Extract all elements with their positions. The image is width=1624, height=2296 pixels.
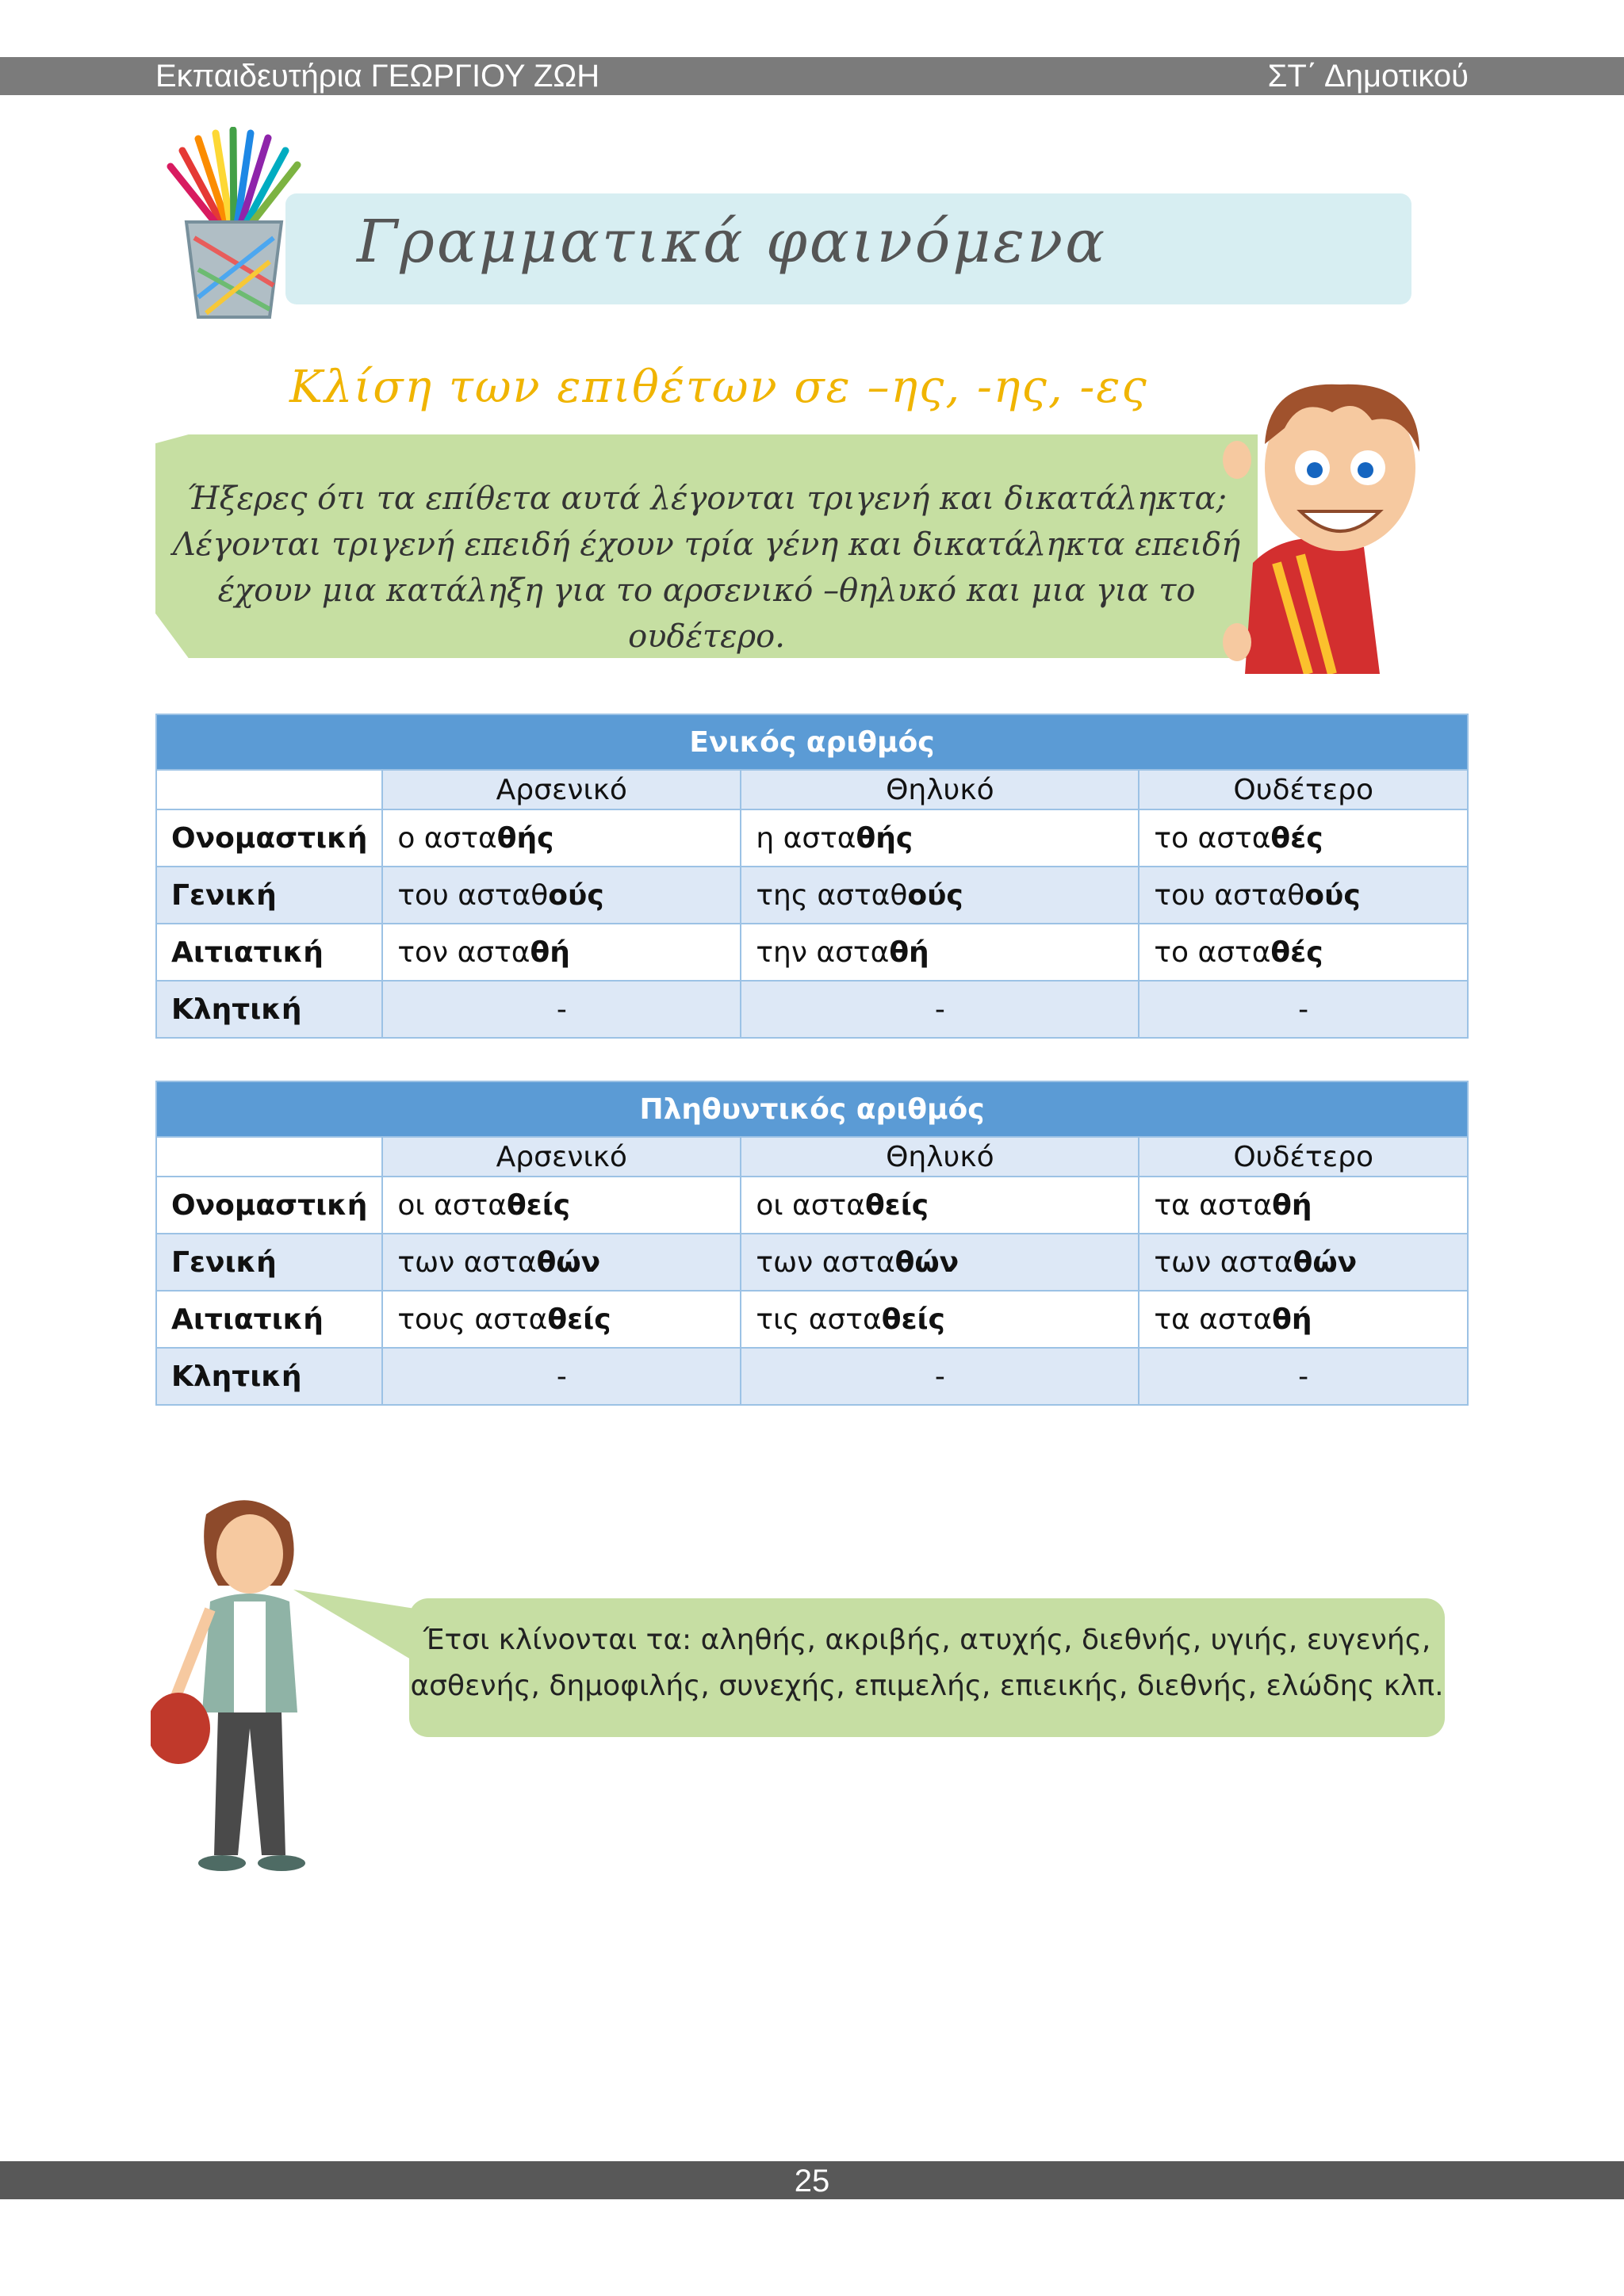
table-cell: τα ασταθή (1139, 1291, 1468, 1348)
table-row (156, 867, 1468, 924)
girl-character-icon (151, 1490, 349, 1879)
case-label: Γενική (156, 1234, 382, 1291)
table-cell: των ασταθών (382, 1234, 741, 1291)
case-label: Κλητική (156, 1348, 382, 1405)
callout-line: Ήξερες ότι τα επίθετα αυτά λέγονται τριγενή και δικατάληκτα; (186, 480, 1227, 517)
table-cell: του ασταθούς (1139, 867, 1468, 924)
table-row (156, 981, 1468, 1038)
header-cell-empty (156, 1137, 382, 1177)
plural-declension-table (155, 1081, 1469, 1406)
column-header: Αρσενικό (382, 1137, 741, 1177)
page-footer (0, 2161, 1624, 2199)
table-cell: τα ασταθή (1139, 1177, 1468, 1234)
table-cell: των ασταθών (741, 1234, 1139, 1291)
column-header: Θηλυκό (741, 1137, 1139, 1177)
lesson-subtitle: Κλίση των επιθέτων σε –ης, -ης, -ες (289, 362, 1148, 413)
table-cell: - (382, 981, 741, 1038)
case-label: Ονομαστική (156, 809, 382, 867)
table-row (156, 809, 1468, 867)
table-cell: την ασταθή (741, 924, 1139, 981)
case-label: Αιτιατική (156, 924, 382, 981)
table-cell: οι ασταθείς (741, 1177, 1139, 1234)
pencil-cup-icon (151, 127, 317, 325)
column-header: Θηλυκό (741, 770, 1139, 809)
page-number: 25 (794, 2164, 830, 2198)
column-header: Αρσενικό (382, 770, 741, 809)
table-row (156, 1291, 1468, 1348)
table-cell: η ασταθής (741, 809, 1139, 867)
section-title: Γραμματικά φαινόμενα (357, 208, 1108, 276)
table-cell: το ασταθές (1139, 809, 1468, 867)
table-cell: - (741, 981, 1139, 1038)
table-row (156, 1234, 1468, 1291)
column-header: Ουδέτερο (1139, 770, 1468, 809)
header-cell-empty (156, 770, 382, 809)
table-cell: το ασταθές (1139, 924, 1468, 981)
case-label: Αιτιατική (156, 1291, 382, 1348)
table-caption: Ενικός αριθμός (156, 714, 1468, 770)
case-label: Κλητική (156, 981, 382, 1038)
case-label: Γενική (156, 867, 382, 924)
table-cell: ο ασταθής (382, 809, 741, 867)
column-header: Ουδέτερο (1139, 1137, 1468, 1177)
callout-line: Λέγονται τριγενή επειδή έχουν τρία γένη και δικατάληκτα επειδή (172, 526, 1241, 563)
bubble-line: ασθενής, δημοφιλής, συνεχής, επιμελής, επιεικής, διεθνής, ελώδης κλπ. (410, 1670, 1444, 1702)
table-cell: του ασταθούς (382, 867, 741, 924)
singular-declension-table (155, 714, 1469, 1039)
table-cell: - (1139, 981, 1468, 1038)
bubble-text (409, 1617, 1445, 1709)
table-cell: - (382, 1348, 741, 1405)
table-row (156, 1348, 1468, 1405)
table-row (156, 924, 1468, 981)
table-cell: - (741, 1348, 1139, 1405)
table-cell: οι ασταθείς (382, 1177, 741, 1234)
page-header (0, 57, 1624, 95)
callout-text (155, 476, 1258, 660)
bubble-line: Έτσι κλίνονται τα: αληθής, ακριβής, ατυχής, διεθνής, υγιής, ευγενής, (423, 1624, 1431, 1656)
boy-character-icon (1221, 365, 1459, 674)
table-cell: των ασταθών (1139, 1234, 1468, 1291)
table-cell: - (1139, 1348, 1468, 1405)
table-cell: τον ασταθή (382, 924, 741, 981)
callout-line: έχουν μια κατάληξη για το αρσενικό –θηλυκό και μια για το ουδέτερο. (217, 572, 1196, 655)
table-caption: Πληθυντικός αριθμός (156, 1081, 1468, 1137)
table-cell: τους ασταθείς (382, 1291, 741, 1348)
case-label: Ονομαστική (156, 1177, 382, 1234)
class-grade: ΣΤ΄ Δημοτικού (1267, 59, 1469, 94)
school-name: Εκπαιδευτήρια ΓΕΩΡΓΙΟΥ ΖΩΗ (155, 59, 600, 94)
bubble-tail (293, 1586, 420, 1673)
table-row (156, 1177, 1468, 1234)
table-cell: της ασταθούς (741, 867, 1139, 924)
table-cell: τις ασταθείς (741, 1291, 1139, 1348)
